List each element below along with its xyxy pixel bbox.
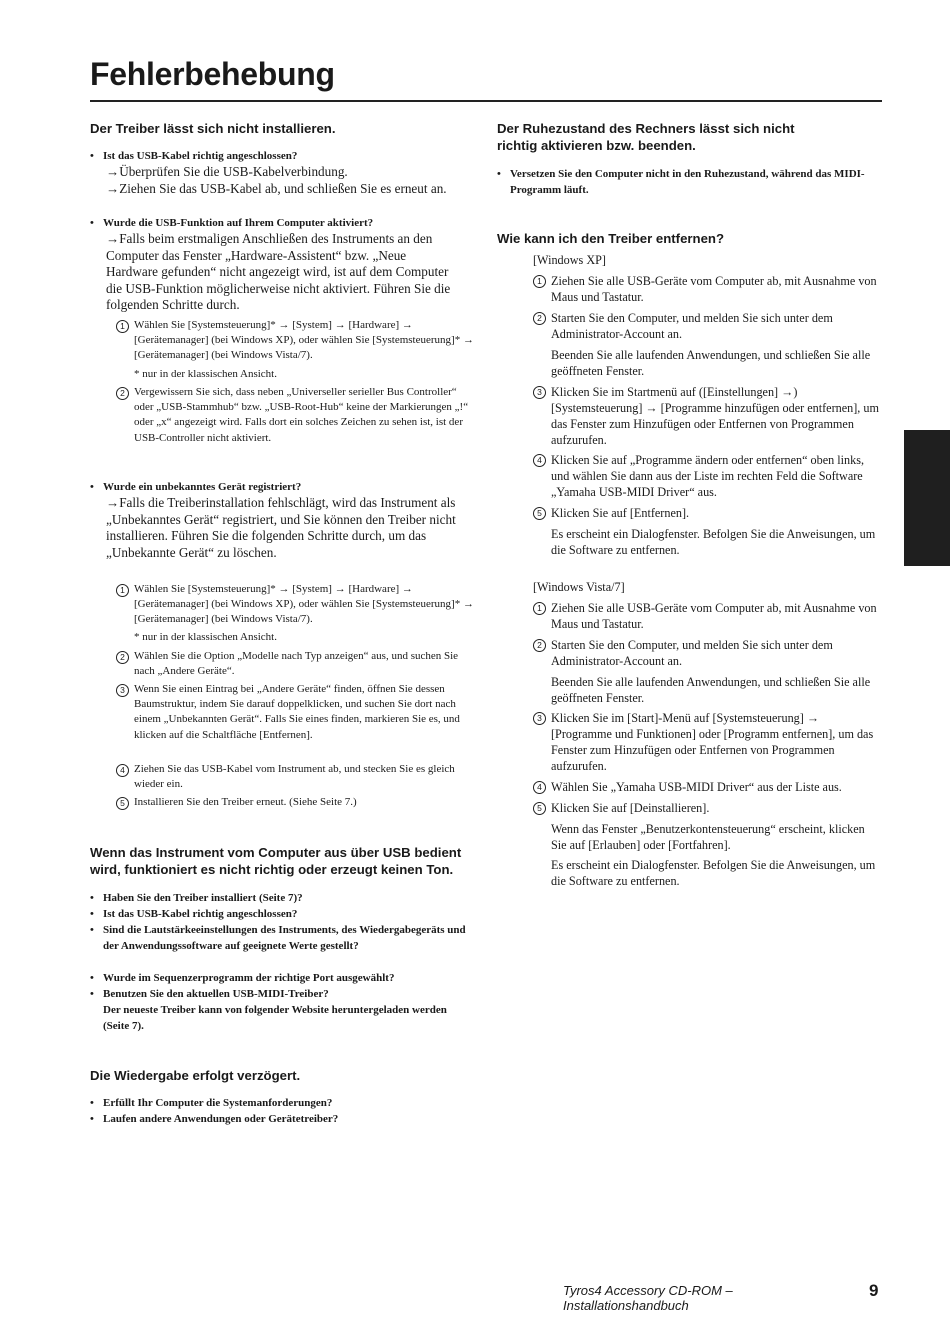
bullet-item: • Laufen andere Anwendungen oder Gerätetreiber?	[90, 1111, 474, 1127]
step-3	[116, 682, 474, 743]
step-number-badge: 1	[533, 602, 546, 615]
step-number-badge: 5	[116, 797, 129, 810]
step-note: Beenden Sie alle laufenden Anwendungen, und schließen Sie alle geöffneten Fenster.	[551, 348, 871, 378]
step-2	[533, 637, 882, 669]
step-text: Wählen Sie [Systemsteuerung]* → [System] → [Hardware] → [Gerätemanager] (bei Windows XP), oder wählen Sie [Systemsteuerung]* → [Gerätemanager] (bei Windows Vista/7).	[134, 583, 474, 626]
step-number-badge: 3	[533, 712, 546, 725]
step-text: Klicken Sie auf [Entfernen].	[551, 506, 690, 520]
page-number: 9	[869, 1281, 879, 1300]
section-heading-usb-no-sound: Wenn das Instrument vom Computer aus über USB bedient wird, funktioniert es nicht richtig oder erzeugt keinen Ton.	[90, 845, 462, 877]
step-4	[116, 762, 474, 792]
step-number-badge: 2	[116, 387, 129, 400]
step-number-badge: 5	[533, 802, 546, 815]
step-text: Klicken Sie im Startmenü auf ([Einstellungen] →) [Systemsteuerung] → [Programme hinzufügen oder entfernen], um das Fenster zum Hinzufügen oder Entfernen von Programmen aufzurufen.	[551, 385, 879, 447]
step-note: Wenn das Fenster „Benutzerkontensteuerung“ erscheint, klicken Sie auf [Erlauben] oder [Fortfahren].	[551, 822, 865, 852]
step-text: Klicken Sie auf „Programme ändern oder entfernen“ oben links, und wählen Sie dann aus der Liste im rechten Feld die Software „Yamaha USB-MIDI Driver“ aus.	[551, 453, 865, 499]
section-heading-playback-delay: Die Wiedergabe erfolgt verzögert.	[90, 1068, 301, 1083]
bullet-continuation: Der neueste Treiber kann von folgender Website heruntergeladen werden (Seite 7).	[103, 1004, 447, 1032]
step-2	[533, 310, 882, 342]
step-2	[116, 385, 474, 446]
answer-usb-cable	[90, 164, 474, 197]
step-text: Starten Sie den Computer, und melden Sie sich unter dem Administrator-Account an.	[551, 311, 833, 341]
bullet-item: • Sind die Lautstärkeeinstellungen des Instruments, des Wiedergabegeräts und der Anwendungssoftware auf geeignete Werte gestellt?	[90, 922, 474, 954]
step-1	[533, 273, 882, 305]
bullet-item: • Ist das USB-Kabel richtig angeschlossen?	[90, 906, 474, 922]
step-note: Beenden Sie alle laufenden Anwendungen, und schließen Sie alle geöffneten Fenster.	[551, 675, 871, 705]
step-text: Installieren Sie den Treiber erneut. (Siehe Seite 7.)	[134, 796, 357, 808]
step-text: Wählen Sie „Yamaha USB-MIDI Driver“ aus der Liste aus.	[551, 780, 842, 794]
step-text: Ziehen Sie das USB-Kabel vom Instrument ab, und stecken Sie es gleich wieder ein.	[134, 763, 455, 791]
question-usb-cable: • Ist das USB-Kabel richtig angeschlossen?	[90, 148, 474, 164]
bullet-item: • Erfüllt Ihr Computer die Systemanforderungen?	[90, 1095, 474, 1111]
step-number-badge: 3	[116, 684, 129, 697]
step-text: Vergewissern Sie sich, dass neben „Universeller serieller Bus Controller“ oder „USB-Stammhub“ bzw. „USB-Root-Hub“ keine der Markierungen „!“ oder „x“ angezeigt wird. Falls dort ein solches Zeichen zu sehen ist, ist der USB-Controller nicht aktiviert.	[134, 386, 469, 444]
bullet-item: • Benutzen Sie den aktuellen USB-MIDI-Treiber?	[90, 986, 474, 1002]
step-5	[533, 505, 882, 521]
step-number-badge: 1	[116, 584, 129, 597]
step-1	[533, 600, 882, 632]
step-number-badge: 1	[533, 275, 546, 288]
step-number-badge: 4	[533, 454, 546, 467]
bullet-item: • Versetzen Sie den Computer nicht in den Ruhezustand, während das MIDI-Programm läuft.	[497, 166, 882, 198]
step-1	[116, 318, 474, 364]
step-2	[116, 649, 474, 679]
step-number-badge: 1	[116, 320, 129, 333]
bullet-item: • Haben Sie den Treiber installiert (Seite 7)?	[90, 890, 474, 906]
step-3	[533, 384, 882, 448]
step-text: Klicken Sie im [Start]-Menü auf [Systemsteuerung] → [Programme und Funktionen] oder [Programm entfernen], um das Fenster zum Hinzufügen oder Entfernen von Programmen aufzurufen.	[551, 711, 874, 773]
step-text: Ziehen Sie alle USB-Geräte vom Computer ab, mit Ausnahme von Maus und Tastatur.	[551, 601, 877, 631]
page-title: Fehlerbehebung	[90, 56, 335, 92]
chapter-tab-marker	[904, 430, 950, 566]
bullet-item: • Wurde im Sequenzerprogramm der richtige Port ausgewählt?	[90, 970, 474, 986]
answer-usb-function: →Falls beim erstmaligen Anschließen des Instruments an den Computer das Fenster „Hardware-Assistent“ bzw. „Neue Hardware gefunden“ nicht angezeigt wird, ist auf dem Computer die USB-Funktion möglicherweise nicht aktiviert. Führen Sie die folgenden Schritte durch.	[106, 231, 451, 312]
answer-line: →Überprüfen Sie die USB-Kabelverbindung.	[106, 164, 348, 179]
step-5	[116, 795, 474, 810]
footnote: * nur in der klassischen Ansicht.	[134, 368, 277, 380]
step-text: Wählen Sie die Option „Modelle nach Typ anzeigen“ aus, und suchen Sie nach „Andere Geräte“.	[134, 650, 459, 678]
answer-unknown-device: →Falls die Treiberinstallation fehlschlägt, wird das Instrument als „Unbekanntes Gerät“ registriert, und Sie können den Treiber nicht installieren. Führen Sie die folgenden Schritte durch, um das „Unbekannte Gerät“ zu löschen.	[106, 495, 456, 560]
step-text: Klicken Sie auf [Deinstallieren].	[551, 801, 710, 815]
step-1	[116, 582, 474, 628]
step-number-badge: 2	[533, 312, 546, 325]
step-number-badge: 2	[116, 651, 129, 664]
step-note: Es erscheint ein Dialogfenster. Befolgen Sie die Anweisungen, um die Software zu entfernen.	[551, 858, 876, 888]
step-5	[533, 800, 882, 816]
section-heading-driver-install: Der Treiber lässt sich nicht installieren.	[90, 121, 336, 136]
step-number-badge: 2	[533, 639, 546, 652]
question-usb-function: • Wurde die USB-Funktion auf Ihrem Computer aktiviert?	[90, 215, 474, 231]
step-text: Wählen Sie [Systemsteuerung]* → [System] → [Hardware] → [Gerätemanager] (bei Windows XP), oder wählen Sie [Systemsteuerung]* → [Gerätemanager] (bei Windows Vista/7).	[134, 319, 474, 362]
step-text: Starten Sie den Computer, und melden Sie sich unter dem Administrator-Account an.	[551, 638, 833, 668]
step-number-badge: 4	[533, 781, 546, 794]
step-3	[533, 710, 882, 774]
answer-line: →Ziehen Sie das USB-Kabel ab, und schließen Sie es erneut an.	[106, 180, 447, 196]
step-number-badge: 5	[533, 507, 546, 520]
step-note: Es erscheint ein Dialogfenster. Befolgen Sie die Anweisungen, um die Software zu entfernen.	[551, 527, 876, 557]
step-number-badge: 4	[116, 764, 129, 777]
step-4	[533, 452, 882, 500]
question-unknown-device: • Wurde ein unbekanntes Gerät registriert?	[90, 479, 474, 495]
step-number-badge: 3	[533, 386, 546, 399]
section-heading-sleep-mode: Der Ruhezustand des Rechners lässt sich nicht richtig aktivieren bzw. beenden.	[497, 121, 795, 153]
step-text: Ziehen Sie alle USB-Geräte vom Computer ab, mit Ausnahme von Maus und Tastatur.	[551, 274, 877, 304]
title-rule	[90, 100, 882, 102]
footnote: * nur in der klassischen Ansicht.	[134, 631, 277, 643]
os-label-vista: [Windows Vista/7]	[533, 580, 625, 594]
footer-title: Tyros4 Accessory CD-ROM – Installationshandbuch	[563, 1283, 733, 1313]
section-heading-remove-driver: Wie kann ich den Treiber entfernen?	[497, 231, 725, 246]
step-4	[533, 779, 882, 795]
os-label-xp: [Windows XP]	[533, 253, 606, 267]
step-text: Wenn Sie einen Eintrag bei „Andere Geräte“ finden, öffnen Sie dessen Baumstruktur, indem Sie darauf doppelklicken, und suchen Sie dort nach einem „Unbekannten Gerät“. Falls Sie eines finden, markieren Sie es, und klicken auf die Schaltfläche [Entfernen].	[134, 683, 460, 741]
